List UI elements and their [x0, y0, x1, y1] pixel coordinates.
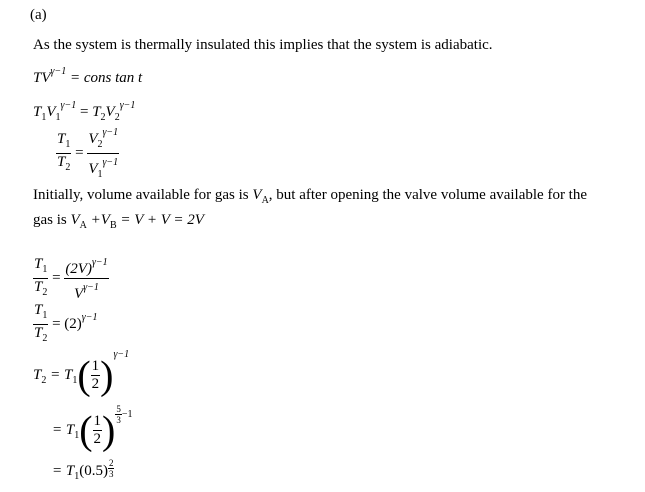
- eq7-t-sub: 1: [74, 430, 80, 441]
- eq2-equals: =: [79, 104, 89, 120]
- eq3-den-t-sub: 2: [65, 162, 71, 173]
- equation-substituted-gamma: [52, 404, 133, 451]
- para-line1-end: , but after opening the valve volume available for the: [268, 187, 588, 203]
- para-line1-start: Initially, volume available for gas is: [33, 187, 253, 203]
- eq3-den-v-sub: 1: [97, 169, 103, 180]
- eq4-num-t-sub: 1: [42, 264, 48, 275]
- eq3-num-v: V: [88, 131, 98, 147]
- para-line2-vb: V: [100, 212, 110, 228]
- eq8-t-sub: 1: [74, 471, 80, 482]
- equation-state-relation: [33, 100, 135, 123]
- eq6-fraction: [91, 358, 101, 393]
- eq6-num: 1: [91, 358, 100, 375]
- para-line1-va: V: [252, 187, 262, 203]
- eq2-t1: T: [33, 104, 42, 120]
- eq3-num-t-sub: 1: [65, 139, 71, 150]
- eq7-exp-den: 3: [116, 415, 121, 425]
- eq2-v2: V: [105, 104, 115, 120]
- volume-paragraph-line-1: [33, 186, 587, 210]
- eq7-right-paren: ): [102, 407, 116, 453]
- eq7-left-paren: (: [79, 407, 93, 453]
- para-line2-start: gas is: [33, 212, 71, 228]
- eq2-v1-exp: γ−1: [60, 100, 77, 111]
- eq4-equals: =: [52, 269, 61, 286]
- equation-doubled-volume: [33, 254, 109, 303]
- eq3-left-fraction: [56, 131, 71, 176]
- eq5-num-t-sub: 1: [42, 310, 48, 321]
- eq4-den-t: T: [34, 279, 43, 295]
- para-line2-va-sub: A: [79, 220, 87, 231]
- volume-paragraph-line-2: [33, 211, 204, 235]
- eq3-den-v-exp: γ−1: [102, 157, 119, 168]
- eq7-den: 2: [93, 431, 102, 448]
- eq5-den-t: T: [34, 325, 43, 341]
- eq3-num-t: T: [57, 131, 66, 147]
- eq6-den: 2: [91, 376, 100, 393]
- eq6-t-sub: 1: [72, 375, 78, 386]
- eq7-equals-t: = T: [52, 422, 75, 438]
- eq6-equals-t: = T: [50, 367, 73, 383]
- eq6-exp: γ−1: [113, 349, 130, 360]
- eq8-equals-t: = T: [52, 463, 75, 479]
- equation-final-temperature: [33, 349, 129, 396]
- adiabatic-statement: As the system is thermally insulated this implies that the system is adiabatic.: [33, 37, 493, 53]
- eq4-den: V: [74, 286, 84, 302]
- eq4-num-t: T: [34, 256, 43, 272]
- eq3-den-t: T: [57, 154, 66, 170]
- eq2-t2: T: [92, 104, 101, 120]
- equation-temperature-ratio: [56, 124, 119, 183]
- eq3-num-v-sub: 2: [97, 139, 103, 150]
- eq6-left-paren: (: [77, 352, 91, 398]
- para-line2-va: V: [70, 212, 80, 228]
- eq2-v2-exp: γ−1: [119, 100, 136, 111]
- eq5-den-t-sub: 2: [42, 333, 48, 344]
- eq1-rhs: = cons tan t: [69, 70, 143, 86]
- eq6-lhs: T: [33, 367, 42, 383]
- equation-ratio-two: [33, 302, 98, 347]
- eq3-den-v: V: [88, 161, 98, 177]
- eq8-exp-fraction: [108, 458, 115, 479]
- eq4-num-exp: γ−1: [91, 257, 108, 268]
- para-line1-va-sub: A: [261, 195, 269, 206]
- eq4-den-exp: γ−1: [83, 282, 99, 293]
- eq2-t2-sub: 2: [100, 112, 106, 123]
- eq4-num: (2V): [65, 261, 92, 277]
- eq2-v1-sub: 1: [55, 112, 61, 123]
- eq7-exponent: [115, 404, 132, 425]
- equation-adiabatic-relation: [33, 66, 142, 87]
- eq7-exp-num: 5: [116, 404, 121, 414]
- para-line2-rest: = V + V = 2V: [116, 212, 204, 228]
- eq8-base: (0.5): [79, 463, 108, 479]
- eq8-exp-den: 3: [108, 469, 114, 479]
- eq3-equals: =: [75, 144, 84, 161]
- eq7-fraction: [93, 413, 103, 448]
- eq5-left-fraction: [33, 302, 48, 347]
- para-line2-plus: +: [86, 212, 101, 228]
- part-label: (a): [30, 7, 47, 23]
- eq2-t1-sub: 1: [41, 112, 47, 123]
- eq5-num-t: T: [34, 302, 43, 318]
- eq5-rhs-exp: γ−1: [81, 311, 98, 323]
- eq3-num-v-exp: γ−1: [102, 127, 119, 138]
- eq4-left-fraction: [33, 256, 48, 301]
- eq4-right-fraction: [64, 254, 108, 303]
- eq1-exponent: γ−1: [50, 66, 67, 77]
- eq1-lhs: TV: [33, 70, 51, 86]
- eq3-right-fraction: [87, 124, 119, 183]
- para-line2-vb-sub: B: [109, 220, 117, 231]
- eq6-right-paren: ): [100, 352, 114, 398]
- eq2-v1: V: [46, 104, 56, 120]
- eq8-exp-num: 2: [108, 458, 114, 468]
- eq7-num: 1: [93, 413, 102, 430]
- eq2-v2-sub: 2: [114, 112, 120, 123]
- eq7-exp-minus: −1: [121, 409, 133, 420]
- eq6-lhs-sub: 2: [41, 375, 47, 386]
- eq5-rhs: = (2): [52, 315, 82, 332]
- equation-result: [52, 458, 114, 482]
- eq4-den-t-sub: 2: [42, 287, 48, 298]
